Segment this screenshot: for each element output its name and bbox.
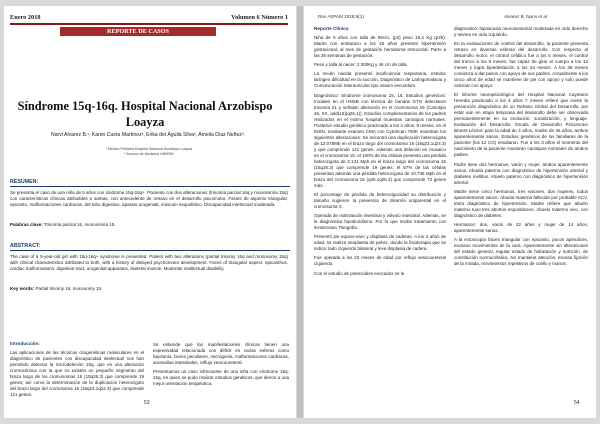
report-paragraph: Operada de malrotación intestinal y vólvulo intestinal. Además, se le diagnostica hipotiroidismo. Por lo que recibe tratamiento con levotiroxina 75mg/día. [314, 212, 446, 230]
report-paragraph: La recién nacida presentó insuficiencia respiratoria, estridor laríngeo dificultad en la succión, Diagnóstico de Laringomalacia y Comunicación Interauricular tipo ostium secundum. [314, 71, 446, 89]
right-column-2 [454, 26, 588, 270]
right-page [304, 6, 596, 418]
affiliation-1: ¹ Médico Pediatra Hospital Nacional Arzobispo Loayza [105, 147, 193, 151]
right-column-1 [314, 26, 446, 280]
affiliation-2: ² Alumno de Medicina UNMSM [124, 152, 174, 156]
journal-date: Enero 2018 [10, 14, 41, 21]
book-spine [297, 6, 303, 418]
report-paragraph: En la evaluaciones de control del desarrollo, la paciente presenta retraso en diversas esferas del desarrollo. Con respecto al desarrollo motor, el control cefálico fue a los 6 meses, el control del tronco a los 9 meses, fue capaz de girar e/ cuerpo a los 12 meses y logra bipedestación a los 24 meses. A los 36 meses comienza a dar pasos con apoyo de sus padres. Actualmente a los cinco años de edad se mantiene de pie con apoyo y solo puede caminar con apoyo. [454, 41, 588, 89]
intro-column-1 [10, 341, 144, 401]
report-paragraph: El informe neuropsicológico del Hospital Nacional Cayetano Heredia practicado a los 4 años 7 meses refiere que existe la presunción diagnóstica de un Retraso Global del Desarrollo, por estar aún en etapa temprana del desarrollo debe ser observada permanentemente en su evolución: socialización, y lenguaje. Evaluación del Desarrollo: Escala de Desarrollo Psicomotor Brunet-Lézine: para la edad de 4 años, madre de 45 años, ambos aparentemente sanos. Estudios genéticos de los familiares de la paciente (los 12 CG) resultaron. Fue a los 3 años el momento del nacimiento de la paciente muestran cariotipos normales de ambos padres. [454, 92, 588, 158]
resumen-rule [10, 186, 290, 187]
keywords [10, 286, 288, 292]
palabras-label: Palabras clave: [10, 222, 43, 227]
report-paragraph: El porcentaje de pérdida de heterocigocidad su distribución y tamaño sugieren la presencia de disomía uniparental en el cromosoma X. [314, 191, 446, 209]
report-paragraph: Fue operada a los 23 meses de edad por reflujo vesicoureteral izquierdo. [314, 255, 446, 267]
resumen-heading: RESUMEN: [10, 179, 39, 185]
journal-citation: Rev ASPAM 2018;6(1) [318, 14, 364, 19]
authors: Narvi Alvarez B.¹, Karen Cueta Martínez², Erika del Águila Silva², Amelia Díaz Nuñez². [51, 132, 245, 138]
palabras-value: Trisomía parcial 16, monosomía 15. [43, 222, 116, 227]
report-paragraph: Niña de 5 años con talla de 96cm, (p3) peso 15,4 Kg (p25). Madre con embarazo a los 40 años presentó hipertensión gestacional, al mes de gestación hematoma retrocorial. Parto a las 36 semanas de gestación. [314, 35, 446, 58]
resumen-text: Se presenta el caso de una niña de 5 años con síndrome 15q-16q+. Paciente con dos alteraciones (trisomía parcial 16q y monosomía 15q) con características clínicas atribuibles a ambas, con antecedente de retraso en el desarrollo psicomotor. Facies de aspecto triangular, epicanto, malformaciones cardíacas, del tubo digestivo, aparato urogenital, músculo esquelético. Discapacidad intelectual moderada. [10, 190, 288, 207]
article-title: Síndrome 15q-16q. Hospital Nacional Arzobispo Loayza [17, 99, 273, 129]
abstract-rule [10, 250, 290, 251]
reporte-clinico-heading: Reporte Clínico [314, 26, 349, 31]
abstract-text: The case of a 5-year-old girl with 15q-16q+ syndrome is presented. Patient with two alterations (partial trisomy 16q and monosomy 15q) with clinical characteristics attributed to both, with a history of delayed psychomotor development. Faces of triangular aspect, epicanthus, cardiac malformations, digestive tract, urogenital apparatus, skeletal muscle. Moderate intellectual disability. [10, 254, 288, 271]
report-paragraph: A la ectoscopía facies triangular con epicanto, pocos apéndices, escasos movimientos de la cara. Aparentemente sin alteraciones del estado general, regular estado de hidratación y nutrición, de constitución normocéfalica. No mantiene atención, escasa fijación de la mirada, movimientos repetitivos de cuello y manos. [454, 237, 588, 267]
report-paragraph: Padre tiene dos hermanos, varón y mujer, ambos aparentemente sanos. Abuela paterna con diagnóstico de hipertensión arterial y diabetes mellitus. Abuelo paterno con diagnóstico de hipertensión arterial. [454, 161, 588, 185]
keywords-value: Partial trisomy 16, monosomy 15. [35, 286, 103, 291]
intro-paragraph: Las aplicaciones de las técnicas citogenéticas moleculares en el diagnóstico de pacientes con discapacidad intelectual nos han permitido detectar la microdeleción 15q, que es una alteración cromosómica con la que no existen un pequeño segmento del brazo largo de los cromosomas 15 (15q26.3) que comprende 19 genes; así como la determinación de la duplicación heterocigoto del brazo largo del cromosoma 16 (16q23.1q24.3) que comprende 121 genes. [10, 350, 144, 397]
abstract-heading: ABSTRACT: [10, 243, 41, 249]
intro-heading: Introducción: [10, 341, 40, 346]
report-paragraph: Hermanos: dos, varón de 22 años y mujer de 14 años, aparentemente sanos. [454, 221, 588, 233]
page-number-right: 54 [574, 400, 580, 406]
intro-column-2 [153, 342, 289, 390]
page-number-left: 53 [144, 400, 150, 406]
report-paragraph: Presentó pie equino-varo y displasia de caderas. A los 3 años de edad, se realiza neoplastia de pelvis, donde la fisioterapia que se indica: lado izquierdo bilateral y leve displasia de cadera. [314, 234, 446, 252]
report-paragraph: Madre tiene cinco hermanos, tres varones, dos mujeres, todos aparentemente sanos. Abuela materna fallecida por probable ACV, tenía diagnóstico de hipertensión. Madre refiere que abuelo materno tuvo tres abortos espontáneos. Abuelo materno vivo, con diagnóstico de diabetes. [454, 188, 588, 218]
running-author: Alvarez B. Narvi et al [504, 14, 547, 19]
palabras-clave [10, 222, 288, 228]
report-paragraph: Diagnóstico: Síndrome cromosoma 15, 16. Estudios genéticos: Iniciales en el HNSB con técnica de bandas GTG detectaron trisomía 21 y señalan alteración en el cromosoma 15 (Cariotipo 46, XX, add(15)(q26.1)). Estudios complementarios de los padres realizados en el mismo hospital muestran cariotipos normales. Posterior estudio genético practicado a los 2 años, 9 meses, en el INSN, mediante examen CMA con CytoScan 750K muestran los siguientes alteraciones: Se encontró una duplicación heterocigota de 12.078Mb en el brazo largo del cromosoma 16 (16q23.1q24.3) y que comprende 121 genes. Además una deleción en mosaico en el cromosoma 15: el 100% de las células presenta una pérdida heterocigota de 2.131 Mpb en el brazo largo del cromosoma 15 (15q26.3) que comprende 19 genes; el 57% de las células presentan además una pérdida heterocigota de 10.736 Mpb en el brazo del cromosoma 15 (q26.1q26.3) que comprende 73 genes más. [314, 92, 446, 188]
report-paragraph: Con el estudio de potenciales evocados se le [314, 270, 405, 276]
section-banner: REPORTE DE CASOS [60, 27, 216, 36]
report-paragraph: Peso y talla al nacer: 2.300Kg y 46 cm de talla. [314, 62, 408, 68]
intro-paragraph-3: Presentamos un caso infrecuente de una niña con síndrome 15q-16q, en quien se pudo realizar estudios genéticos, que dieron a una mejor orientación terapéutica. [153, 369, 289, 387]
report-paragraph: diagnosticó: hipoacusia neurosensorial moderada en oído derecho y severa en oído izquierdo. [454, 26, 588, 37]
journal-volume: Volumen 6 Número 1 [231, 14, 288, 21]
intro-paragraph-2: Se entiende que las manifestaciones clínicas tienen una expresividad relacionada con déficit en varias esferas como hipotonía, facies peculiares, microgenia, malformaciones cardíacas, anomalías intestinales, reflujo vesicoureteral. [153, 342, 289, 365]
keywords-label: Key words: [10, 286, 35, 291]
header-rule [10, 23, 288, 25]
left-page [4, 6, 296, 418]
